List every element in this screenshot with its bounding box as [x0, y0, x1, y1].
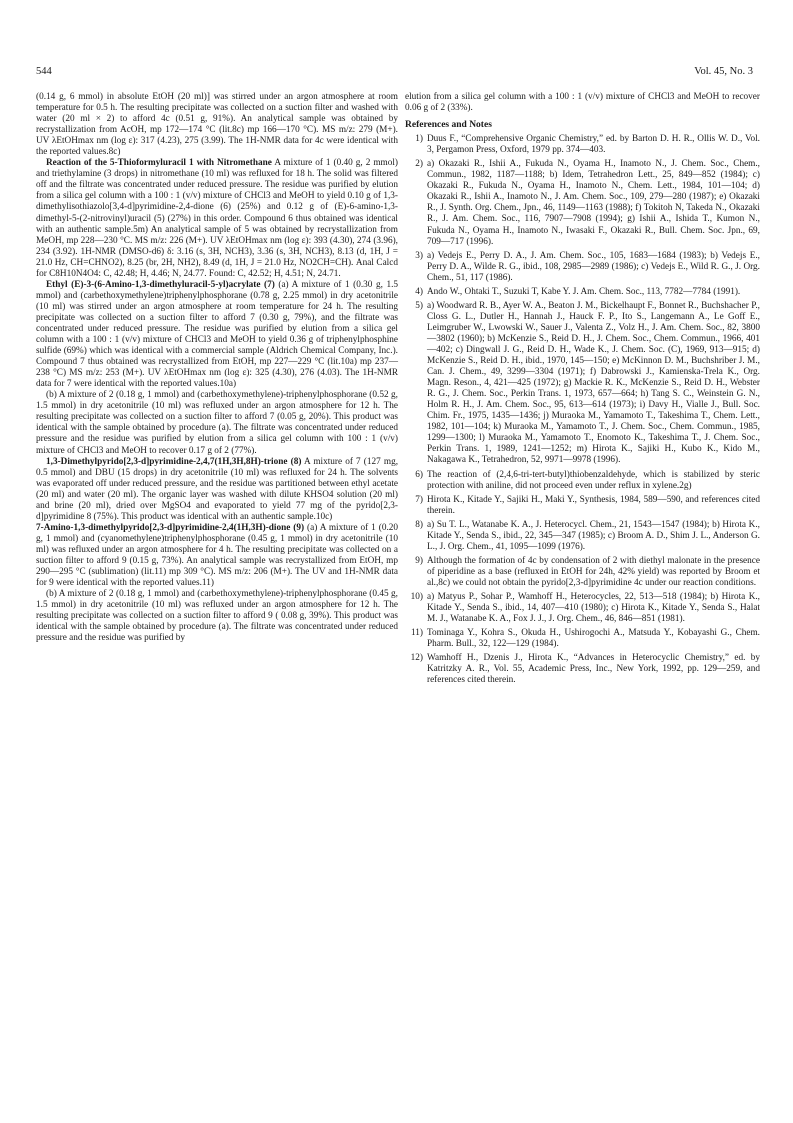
- right-column: [405, 92, 760, 689]
- reference-item: [405, 287, 760, 298]
- continued-paragraph: elution from a silica gel column with a 100 : 1 (v/v) mixture of CHCl3 and MeOH to recover 0.06 g of 2 (33%).: [405, 92, 760, 114]
- reference-text: a) Matyus P., Sohar P., Wamhoff H., Heterocycles, 22, 513—518 (1984); b) Hirota K., Kitade Y., Senda S., ibid., 14, 407—410 (1980); c) Hirota K., Kitade Y., Senda S., Halat M. J., Watanabe K. A., Fox J. J., J. Org. Chem., 46, 846—851 (1981).: [427, 591, 760, 625]
- reference-text: a) Okazaki R., Ishii A., Fukuda N., Oyama H., Inamoto N., J. Chem. Soc., Chem., Commun., 1982, 1187—1188; b) Idem, Tetrahedron Lett., 25, 849—852 (1984); c) Okazaki R., Fukuda N., Oyama H., Inamoto N., Chem. Lett., 1984, 101—104; d) Okazaki R., Ishii A., Inamoto N., J. Am. Chem. Soc., 109, 279—280 (1987); e) Okazaki R., J. Synth. Org. Chem., Jpn., 46, 1149—1163 (1988); f) Tokitoh N, Takeda N., Okazaki R., J. Am. Chem. Soc., 116, 7907—7908 (1994); g) Ishii A., Ishida T., Kumon N., Fukuda N., Oyama H., Inamoto N., Iwasaki F., Okazaki R., Bull. Chem. Soc. Jpn., 69, 709—717 (1996).: [427, 159, 760, 247]
- reference-number: 9): [415, 555, 423, 566]
- reference-text: a) Vedejs E., Perry D. A., J. Am. Chem. Soc., 105, 1683—1684 (1983); b) Vedejs E., Perry D. A., Wilde R. G., ibid., 108, 2985—2989 (1986); c) Vedejs E., Wild R. G., J. Org. Chem., 51, 117 (1986).: [427, 250, 760, 283]
- reference-text: Wamhoff H., Dzenis J., Hirota K., “Advances in Heterocyclic Chemistry,” ed. by Katritzky A. R., Vol. 55, Academic Press, Inc., New York, 1992, pp. 129—259, and references cited therein.: [427, 653, 760, 686]
- reference-item: [405, 653, 760, 686]
- reference-number: 3): [415, 250, 423, 261]
- paragraph-text: (b) A mixture of 2 (0.18 g, 1 mmol) and (carbethoxymethylene)-triphenylphosphorane (0.45 g, 1.5 mmol) in dry acetonitrile (10 ml) was refluxed under an argon atmosphere for 12 h. The resulting precipitate was collected on a suction filter to afford 9 ( 0.08 g, 39%). This product was identical with the sample obtained by procedure (a). The filtrate was concentrated under reduced pressure and the residue was purified by: [36, 589, 398, 644]
- reference-item: [405, 159, 760, 247]
- page-header: [36, 66, 753, 80]
- section-heading: 1,3-Dimethylpyrido[2,3-d]pyrimidine-2,4,7(1H,3H,8H)-trione (8): [46, 456, 302, 467]
- reference-number: 2): [415, 159, 423, 170]
- reference-number: 12): [410, 653, 423, 664]
- body-paragraph: [36, 92, 398, 158]
- reference-number: 1): [415, 134, 423, 145]
- section-heading: Reaction of the 5-Thioformyluracil 1 with Nitromethane: [46, 158, 272, 169]
- reference-number: 7): [415, 494, 423, 505]
- body-paragraph: [36, 390, 398, 456]
- reference-text: The reaction of (2,4,6-tri-tert-butyl)thiobenzaldehyde, which is stabilized by steric protection with aniline, did not proceed even under reflux in xylene.2g): [427, 469, 760, 491]
- reference-text: Duus F., “Comprehensive Organic Chemistry,” ed. by Barton D. H. R., Ollis W. D., Vol. 3, Pergamon Press, Oxford, 1979 pp. 374—403.: [427, 134, 760, 156]
- paragraph-text: A mixture of 1 (0.40 g, 2 mmol) and triethylamine (3 drops) in nitromethane (10 ml) was refluxed for 18 h. The solid was filtered off and the filtrate was concentrated under reduced pressure. The residue was purified by elution from a silica gel column with a 100 : 1 (v/v) mixture of CHCl3 and MeOH to yield 0.10 g of 1,3-dimethylisothiazolo[3,4-d]pyrimidine-2,4-dione (6) (25%) and 0.12 g of (E)-6-amino-1,3-dimethyl-5-(2-nitrovinyl)uracil (5) (27%) in this order. Compound 6 thus obtained was identical with an authentic sample.5m) An analytical sample of 5 was obtained by recrystallization from MeOH, mp 228—230 °C. MS m/z: 226 (M+). UV λEtOHmax nm (log ε): 393 (4.30), 274 (3.96), 234 (3.92). 1H-NMR (DMSO-d6) δ: 3.16 (s, 3H, NCH3), 3.36 (s, 3H, NCH3), 8.13 (d, 1H, J = 21.0 Hz, CH=CHNO2), 8.25 (br, 2H, NH2), 8.49 (d, 1H, J = 21.0 Hz, NO2CH=CH). Anal Calcd for C8H10N4O4: C, 42.48; H, 4.46; N, 24.77. Found: C, 42.52; H, 4.51; N, 24.71.: [36, 158, 398, 279]
- reference-text: Although the formation of 4c by condensation of 2 with diethyl malonate in the presence of piperidine as a base (refluxed in EtOH for 24h, 42% yield) was reported by Broom et al.,8c) we could not obtain the pyrido[2,3-d]pyrimidine 4c under our reaction conditions.: [427, 555, 760, 588]
- page-number: 544: [36, 66, 52, 77]
- reference-number: 10): [410, 591, 423, 602]
- body-paragraph: [36, 158, 398, 280]
- reference-item: [405, 301, 760, 467]
- reference-text: a) Woodward R. B., Ayer W. A., Beaton J. M., Bickelhaupt F., Bonnet R., Buchshacher P., Closs G. L., Dutler H., Hannah J., Hauck F. P., Ito S., Langemann A., Le Goff E., Leimgruber W., Lwowski W., Sauer J., Valenta Z., Volz H., J. Am. Chem. Soc., 82, 3800—3802 (1960); b) McKenzie S., Reid D. H., J. Chem. Soc., Chem. Commun., 1966, 401—402; c) Dingwall J. G., Reid D. H., Wade K., J. Chem. Soc. (C), 1969, 913—915; d) McKenzie S., Reid D. H., ibid., 1970, 145—150; e) McKinnon D. M., Buchshriber J. M., Can. J. Chem., 49, 3299—3304 (1971); f) Dabrowski J., Kamienska-Trela K., Org. Magn. Reson., 4, 421—425 (1972); g) Mackie R. K., McKenzie S., Reid D. H., Webster R. G., J. Chem. Soc., Perkin Trans. 1, 1973, 657—664; h) Tang S. C., Weinstein G. N., Holm R. H., J. Am. Chem. Soc., 95, 613—614 (1973); i) Davy H., Vialle J., Bull. Soc. Chim. Fr., 1975, 1435—1436; j) Muraoka M., Yamamoto T., Takeshima T., Chem. Lett., 1982, 101—104; k) Muraoka M., Yamamoto T., J. Chem. Soc., Chem. Commun., 1985, 1299—1300; l) Muraoka M., Yamamoto T., Enomoto K., Takeshima T., J. Chem. Soc., Perkin Trans. 1, 1989, 1241—1252; m) Hirota K., Sajiki H., Kubo K., Kido M., Nakagawa K., Tetrahedron, 52, 9971—9978 (1996).: [427, 300, 760, 466]
- reference-item: [405, 592, 760, 625]
- reference-number: 6): [415, 469, 423, 480]
- reference-number: 5): [415, 300, 423, 311]
- reference-item: [405, 556, 760, 589]
- reference-item: [405, 628, 760, 650]
- section-heading: Ethyl (E)-3-(6-Amino-1,3-dimethyluracil-5-yl)acrylate (7): [46, 279, 275, 290]
- references-list: [405, 134, 760, 686]
- reference-text: Hirota K., Kitade Y., Sajiki H., Maki Y., Synthesis, 1984, 589—590, and references cited therein.: [427, 494, 760, 516]
- references-heading: References and Notes: [405, 120, 492, 131]
- reference-item: [405, 520, 760, 553]
- body-paragraph: [36, 523, 398, 589]
- body-paragraph: [36, 280, 398, 390]
- reference-number: 11): [411, 628, 423, 639]
- body-paragraph: [36, 457, 398, 523]
- reference-text: a) Su T. L., Watanabe K. A., J. Heterocycl. Chem., 21, 1543—1547 (1984); b) Hirota K., Kitade Y., Senda S., ibid., 22, 345—347 (1985); c) Broom A. D., Shim J. L., Anderson G. L., J. Org. Chem., 41, 1095—1099 (1976).: [427, 519, 760, 552]
- paragraph-text: (a) A mixture of 1 (0.20 g, 1 mmol) and (cyanomethylene)triphenylphosphorane (0.45 g, 1 mmol) in dry acetonitrile (10 ml) was refluxed under an argon atmosphere for 4 h. The resulting precipitate was collected on a suction filter to afford 9 (0.15 g, 73%). An analytical sample was recrystallized from EtOH, mp 290—295 °C (sublimation) (lit.11) mp 309 °C). MS m/z: 206 (M+). The UV and 1H-NMR data for 9 were identical with the reported values.11): [36, 522, 399, 589]
- reference-item: [405, 251, 760, 284]
- reference-number: 4): [415, 286, 423, 297]
- journal-volume-issue: Vol. 45, No. 3: [694, 66, 753, 77]
- paragraph-text: (a) A mixture of 1 (0.30 g, 1.5 mmol) and (carbethoxymethylene)triphenylphosphorane (0.78 g, 2.25 mmol) in dry acetonitrile (10 ml) was stirred under an argon atmosphere at room temperature for 24 h. The resulting precipitate was collected on a suction filter to afford 7 (0.30 g, 79%), and the filtrate was concentrated under reduced pressure. The residue was purified by elution from a silica gel column with a 100 : 1 (v/v) mixture of CHCl3 and MeOH to yield 0.36 g of triphenylphosphine sulfide (69%) which was identical with a commercial sample (Aldrich Chemical Company, Inc.). Compound 7 thus obtained was recrystallized from EtOH, mp 227—229 °C (lit.10a) mp 237—238 °C) MS m/z: 253 (M+). UV λEtOHmax nm (log ε): 325 (4.30), 276 (4.03). The 1H-NMR data for 7 were identical with the reported values.10a): [36, 279, 399, 390]
- paragraph-text: (b) A mixture of 2 (0.18 g, 1 mmol) and (carbethoxymethylene)-triphenylphosphorane (0.52 g, 1.5 mmol) in dry acetonitrile (10 ml) was refluxed under an argon atmosphere for 12 h. The resulting precipitate was collected on a suction filter to afford 7 (0.05 g, 20%). This product was identical with the sample obtained by procedure (a). The filtrate was concentrated under reduced pressure and the residue was purified by elution from a silica gel column with 100 : 1 (v/v) mixture of CHCl3 and MeOH to recover 0.17 g of 2 (77%).: [36, 390, 398, 456]
- body-paragraph: [36, 589, 398, 644]
- paragraph-text: A mixture of 7 (127 mg, 0.5 mmol) and DBU (15 drops) in dry acetonitrile (10 ml) was refluxed for 24 h. The solvents was evaporated off under reduced pressure, and the residue was partitioned between ethyl acetate (20 ml) and water (20 ml). The organic layer was washed with dilute KHSO4 solution (20 ml) and brine (20 ml), dried over MgSO4 and evaporated to yield 77 mg of the pyrido[2,3-d]pyrimidine 8 (75%). This product was identical with an authentic sample.10c): [36, 456, 399, 522]
- left-column: [36, 92, 398, 644]
- paragraph-text: (0.14 g, 6 mmol) in absolute EtOH (20 ml)] was stirred under an argon atmosphere at room temperature for 0.5 h. The resulting precipitate was collected on a suction filter and washed with water (20 ml × 2) to afford 4c (0.51 g, 91%). An analytical sample was obtained by recrystallization from AcOH, mp 172—174 °C (lit.8c) mp 166—170 °C). MS m/z: 279 (M+). UV λEtOHmax nm (log ε): 317 (4.23), 275 (3.99). The 1H-NMR data for 4c were identical with the reported values.8c): [36, 92, 398, 158]
- reference-text: Tominaga Y., Kohra S., Okuda H., Ushirogochi A., Matsuda Y., Kobayashi G., Chem. Pharm. Bull., 32, 122—129 (1984).: [427, 628, 760, 650]
- reference-item: [405, 470, 760, 492]
- reference-item: [405, 134, 760, 156]
- reference-text: Ando W., Ohtaki T., Suzuki T, Kabe Y. J. Am. Chem. Soc., 113, 7782—7784 (1991).: [427, 286, 741, 297]
- reference-item: [405, 495, 760, 517]
- reference-number: 8): [415, 519, 423, 530]
- section-heading: 7-Amino-1,3-dimethylpyrido[2,3-d]pyrimidine-2,4(1H,3H)-dione (9): [36, 522, 305, 533]
